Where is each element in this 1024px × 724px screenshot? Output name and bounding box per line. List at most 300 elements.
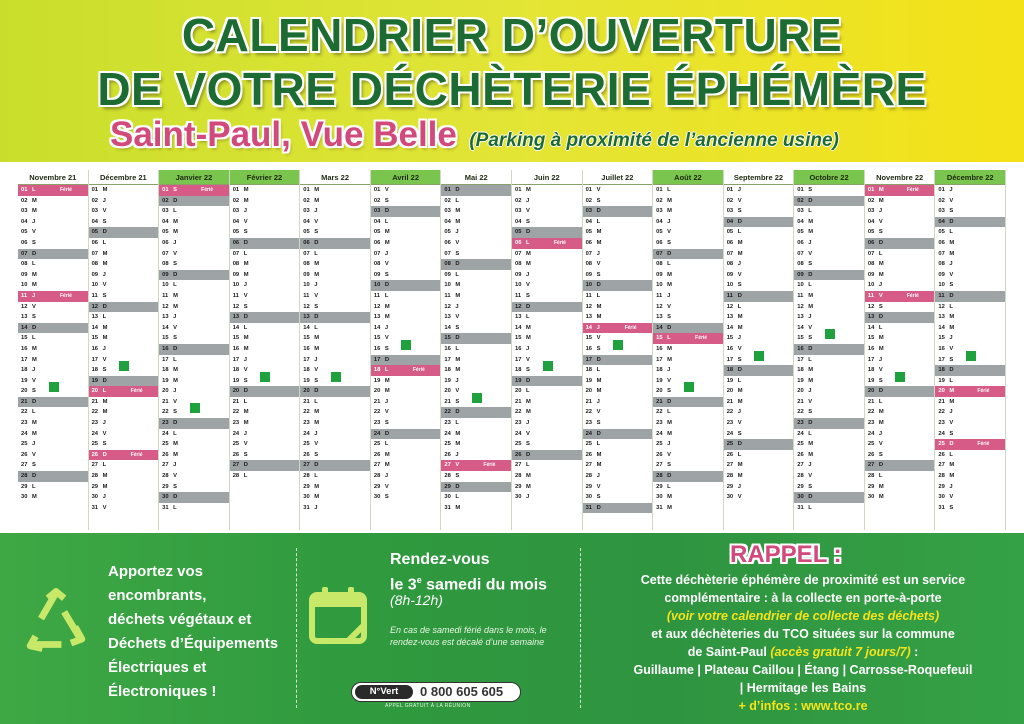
weekday-letter: V (314, 441, 319, 448)
weekday-letter: M (173, 303, 178, 310)
day-number: 14 (373, 324, 381, 331)
weekday-letter: L (808, 504, 812, 511)
day-row (935, 280, 1005, 291)
day-row (865, 407, 935, 418)
day-row (724, 291, 794, 302)
weekday-letter: D (808, 197, 813, 204)
day-number: 08 (938, 261, 945, 268)
day-row (371, 291, 441, 302)
day-row (583, 270, 653, 281)
weekday-letter: M (173, 229, 178, 236)
weekday-letter: J (949, 187, 953, 193)
weekday-letter: J (737, 187, 741, 193)
weekday-letter: J (878, 282, 883, 289)
day-number: 04 (162, 218, 169, 225)
weekday-letter: D (878, 388, 884, 395)
weekday-letter: J (173, 388, 177, 395)
day-row (724, 471, 794, 482)
weekday-letter: J (102, 271, 106, 278)
day-number: 26 (162, 451, 169, 458)
day-number: 28 (938, 473, 945, 480)
weekday-letter: V (667, 229, 672, 236)
weekday-letter: V (32, 303, 36, 310)
day-number: 27 (303, 462, 310, 469)
weekday-letter: S (173, 261, 178, 268)
weekday-letter: S (878, 229, 883, 236)
day-number: 08 (797, 261, 804, 268)
day-row (865, 238, 935, 249)
day-number: 25 (938, 441, 945, 448)
weekday-letter: L (173, 282, 177, 289)
day-row (230, 376, 300, 387)
day-row (300, 312, 370, 323)
day-number: 02 (373, 197, 381, 204)
holiday-label: Férié (60, 292, 72, 299)
day-number: 13 (21, 314, 28, 321)
day-number: 17 (162, 356, 169, 363)
day-number: 21 (515, 398, 522, 405)
day-number: 07 (232, 250, 240, 257)
weekday-letter: V (526, 282, 530, 289)
day-row (653, 386, 723, 397)
weekday-letter: D (314, 462, 319, 469)
day-row (230, 185, 300, 196)
day-number: 14 (867, 324, 875, 331)
day-row (18, 471, 88, 482)
weekday-letter: V (737, 420, 742, 427)
weekday-letter: V (808, 398, 813, 405)
day-row (230, 386, 300, 397)
weekday-letter: M (173, 218, 178, 225)
weekday-letter: J (949, 409, 953, 416)
day-number: 29 (373, 483, 381, 490)
weekday-letter: V (314, 367, 319, 374)
day-row (441, 492, 511, 503)
weekday-letter: V (596, 187, 601, 193)
day-number: 24 (91, 430, 99, 437)
day-row (935, 291, 1005, 302)
day-number: 18 (726, 367, 734, 374)
day-number: 20 (515, 388, 522, 395)
day-number: 24 (21, 430, 28, 437)
weekday-letter: L (737, 451, 742, 458)
day-row (89, 280, 159, 291)
weekday-letter: D (737, 218, 742, 225)
day-number: 17 (585, 356, 593, 363)
day-row (583, 503, 653, 514)
day-row (794, 344, 864, 355)
day-number: 26 (797, 451, 804, 458)
day-row (300, 482, 370, 493)
day-row (653, 482, 723, 493)
day-number: 26 (938, 451, 945, 458)
weekday-letter: L (878, 398, 883, 405)
day-number: 27 (91, 462, 99, 469)
day-number: 22 (938, 409, 945, 416)
weekday-letter: M (737, 324, 743, 331)
day-row (583, 418, 653, 429)
weekday-letter: S (808, 187, 813, 193)
weekday-letter: J (32, 441, 36, 448)
weekday-letter: M (667, 271, 672, 278)
weekday-letter: S (384, 420, 389, 427)
weekday-letter: S (243, 229, 248, 236)
weekday-letter: D (667, 398, 672, 405)
day-row (441, 460, 511, 471)
day-number: 29 (91, 483, 99, 490)
weekday-letter: J (455, 229, 459, 236)
day-number: 22 (656, 409, 663, 416)
weekday-letter: S (737, 208, 742, 215)
opening-day-marker (472, 393, 482, 403)
day-number: 31 (656, 504, 663, 511)
day-row (89, 482, 159, 493)
day-row (18, 217, 88, 228)
month-header: Décembre 21 (89, 170, 159, 185)
weekday-letter: V (949, 420, 954, 427)
day-number: 05 (797, 229, 804, 236)
day-number: 03 (373, 208, 381, 215)
day-number: 15 (91, 335, 99, 342)
day-number: 21 (938, 398, 945, 405)
day-row (371, 217, 441, 228)
day-number: 07 (303, 250, 310, 257)
day-number: 25 (303, 441, 310, 448)
day-number: 25 (515, 441, 522, 448)
footer-divider (296, 548, 298, 708)
day-row (583, 376, 653, 387)
weekday-letter: J (243, 282, 247, 289)
day-row (935, 376, 1005, 387)
day-row (371, 344, 441, 355)
weekday-letter: L (949, 303, 953, 310)
weekday-letter: J (314, 504, 318, 511)
day-row (583, 450, 653, 461)
weekday-letter: V (32, 377, 36, 384)
weekday-letter: M (102, 335, 108, 342)
header-banner (0, 0, 1024, 162)
month-header: Octobre 22 (794, 170, 864, 185)
day-number: 13 (938, 314, 945, 321)
weekday-letter: J (596, 473, 600, 480)
day-row (18, 492, 88, 503)
day-number: 13 (444, 314, 451, 321)
day-number: 18 (162, 367, 169, 374)
weekday-letter: L (102, 239, 107, 246)
weekday-letter: M (102, 261, 108, 268)
day-number: 15 (515, 335, 522, 342)
day-row (583, 429, 653, 440)
weekday-letter: J (314, 430, 318, 437)
weekday-letter: J (243, 356, 247, 363)
day-number: 08 (232, 261, 240, 268)
weekday-letter: S (526, 292, 530, 299)
day-row (89, 185, 159, 196)
phone-number: 0 800 605 605 (420, 684, 504, 699)
weekday-letter: M (949, 462, 955, 469)
day-number: 08 (867, 261, 875, 268)
holiday-label: Férié (906, 292, 919, 299)
day-row (159, 503, 229, 514)
day-number: 02 (656, 197, 663, 204)
weekday-letter: V (667, 451, 672, 458)
day-number: 10 (585, 282, 593, 289)
weekday-letter: L (102, 314, 107, 321)
day-number: 26 (867, 451, 875, 458)
day-number: 29 (162, 483, 169, 490)
day-row (441, 259, 511, 270)
day-number: 03 (867, 208, 875, 215)
holiday-label: Férié (201, 187, 214, 193)
day-row (865, 482, 935, 493)
weekday-letter: M (32, 197, 37, 204)
day-row (794, 365, 864, 376)
day-row (18, 302, 88, 313)
day-row (89, 259, 159, 270)
weekday-letter: V (455, 239, 460, 246)
weekday-letter: M (596, 462, 602, 469)
day-row (865, 429, 935, 440)
day-row (230, 249, 300, 260)
day-row (300, 439, 370, 450)
day-number: 29 (21, 483, 28, 490)
day-number: 02 (21, 197, 28, 204)
weekday-letter: D (526, 451, 531, 458)
day-number: 14 (444, 324, 451, 331)
day-row (794, 482, 864, 493)
weekday-letter: L (32, 261, 36, 268)
day-number: 08 (444, 261, 451, 268)
day-number: 10 (21, 282, 28, 289)
day-number: 01 (797, 187, 804, 193)
weekday-letter: M (808, 441, 814, 448)
day-row (159, 365, 229, 376)
weekday-letter: J (384, 324, 389, 331)
day-number: 04 (938, 218, 945, 225)
day-number: 03 (585, 208, 593, 215)
weekday-letter: L (808, 356, 812, 363)
weekday-letter: M (526, 324, 531, 331)
weekday-letter: S (878, 451, 883, 458)
day-number: 13 (726, 314, 734, 321)
weekday-letter: M (596, 451, 602, 458)
day-number: 21 (21, 398, 28, 405)
weekday-letter: L (173, 430, 177, 437)
day-row (441, 196, 511, 207)
weekday-letter: V (667, 303, 672, 310)
weekday-letter: V (808, 250, 813, 257)
day-number: 16 (444, 345, 451, 352)
day-number: 26 (515, 451, 522, 458)
day-row (935, 185, 1005, 196)
day-row (583, 397, 653, 408)
day-row (300, 407, 370, 418)
weekday-letter: M (173, 292, 178, 299)
weekday-letter: V (32, 229, 36, 236)
day-number: 17 (867, 356, 875, 363)
weekday-letter: L (667, 335, 671, 342)
weekday-letter: M (878, 483, 884, 490)
weekday-letter: D (808, 271, 813, 278)
weekday-letter: M (596, 377, 602, 384)
weekday-letter: S (384, 345, 389, 352)
day-number: 28 (656, 473, 663, 480)
weekday-letter: V (526, 208, 530, 215)
weekday-letter: L (455, 271, 459, 278)
weekday-letter: L (384, 367, 389, 374)
day-number: 20 (91, 388, 99, 395)
weekday-letter: J (667, 367, 671, 374)
day-number: 06 (232, 239, 240, 246)
weekday-letter: M (878, 271, 884, 278)
weekday-letter: D (102, 451, 107, 458)
day-row (583, 259, 653, 270)
weekday-letter: L (526, 314, 530, 321)
day-number: 21 (444, 398, 451, 405)
day-row (865, 249, 935, 260)
weekday-letter: L (667, 187, 671, 193)
day-row (159, 450, 229, 461)
day-row (159, 492, 229, 503)
day-row (159, 429, 229, 440)
weekday-letter: V (102, 356, 107, 363)
day-number: 12 (585, 303, 593, 310)
weekday-letter: M (243, 345, 249, 352)
weekday-letter: V (173, 398, 178, 405)
day-number: 18 (232, 367, 240, 374)
day-number: 11 (938, 292, 945, 299)
weekday-letter: D (173, 345, 178, 352)
weekday-letter: M (455, 367, 461, 374)
weekday-letter: D (314, 314, 319, 321)
day-row (794, 280, 864, 291)
day-number: 20 (303, 388, 310, 395)
weekday-letter: J (314, 208, 318, 215)
day-row (653, 429, 723, 440)
day-row (18, 333, 88, 344)
weekday-letter: L (949, 451, 953, 458)
day-number: 02 (585, 197, 593, 204)
day-row (230, 206, 300, 217)
weekday-letter: S (455, 398, 460, 405)
weekday-letter: M (526, 335, 531, 342)
day-number: 08 (726, 261, 734, 268)
weekday-letter: D (384, 208, 390, 215)
website-link[interactable]: + d’infos : www.tco.re (738, 699, 868, 713)
day-row (724, 259, 794, 270)
day-row (724, 206, 794, 217)
weekday-letter: D (526, 377, 531, 384)
day-number: 30 (656, 494, 663, 501)
day-row (300, 196, 370, 207)
weekday-letter: M (737, 314, 743, 321)
day-row (653, 397, 723, 408)
weekday-letter: D (243, 314, 248, 321)
weekday-letter: D (32, 398, 37, 405)
day-row (159, 344, 229, 355)
day-number: 26 (21, 451, 28, 458)
weekday-letter: S (949, 356, 954, 363)
day-row (159, 196, 229, 207)
weekday-letter: M (808, 292, 814, 299)
month-column (583, 170, 654, 530)
day-number: 09 (303, 271, 310, 278)
weekday-letter: J (596, 398, 600, 405)
day-number: 17 (232, 356, 240, 363)
day-number: 16 (726, 345, 734, 352)
weekday-letter: J (737, 409, 741, 416)
day-number: 25 (585, 441, 593, 448)
weekday-letter: M (384, 229, 390, 236)
day-row (89, 439, 159, 450)
weekday-letter: D (808, 345, 813, 352)
weekday-letter: J (526, 420, 530, 427)
day-number: 26 (373, 451, 381, 458)
weekday-letter: S (32, 314, 36, 321)
day-number: 07 (726, 250, 734, 257)
day-number: 09 (585, 271, 593, 278)
day-row (865, 227, 935, 238)
weekday-letter: S (32, 239, 36, 246)
opening-day-marker (543, 361, 553, 371)
weekday-letter: D (737, 441, 742, 448)
day-row (18, 407, 88, 418)
day-number: 06 (585, 239, 593, 246)
day-row (300, 217, 370, 228)
day-row (18, 259, 88, 270)
weekday-letter: M (384, 388, 390, 395)
day-row (724, 386, 794, 397)
weekday-letter: D (949, 218, 954, 225)
day-number: 21 (585, 398, 593, 405)
day-row (300, 503, 370, 514)
day-number: 18 (303, 367, 310, 374)
day-number: 21 (656, 398, 663, 405)
day-number: 05 (585, 229, 593, 236)
day-number: 29 (656, 483, 663, 490)
day-number: 19 (444, 377, 451, 384)
day-row (653, 206, 723, 217)
day-number: 09 (515, 271, 522, 278)
day-number: 08 (515, 261, 522, 268)
weekday-letter: V (173, 250, 178, 257)
day-number: 22 (444, 409, 451, 416)
day-row (18, 482, 88, 493)
phone-number-badge[interactable] (352, 683, 520, 701)
day-row (300, 291, 370, 302)
day-row (512, 227, 582, 238)
day-row (865, 270, 935, 281)
day-number: 22 (21, 409, 28, 416)
day-row (300, 227, 370, 238)
weekday-letter: M (878, 420, 884, 427)
day-number: 30 (867, 494, 875, 501)
day-number: 02 (91, 197, 99, 204)
day-row (935, 429, 1005, 440)
day-number: 20 (726, 388, 734, 395)
day-row (653, 270, 723, 281)
day-row (89, 418, 159, 429)
weekday-letter: M (102, 398, 108, 405)
weekday-letter: D (384, 282, 390, 289)
weekday-letter: D (808, 420, 813, 427)
weekday-letter: J (173, 462, 177, 469)
weekday-letter: S (173, 483, 178, 490)
day-row (794, 407, 864, 418)
day-number: 29 (867, 483, 875, 490)
day-number: 18 (656, 367, 663, 374)
weekday-letter: J (878, 356, 883, 363)
